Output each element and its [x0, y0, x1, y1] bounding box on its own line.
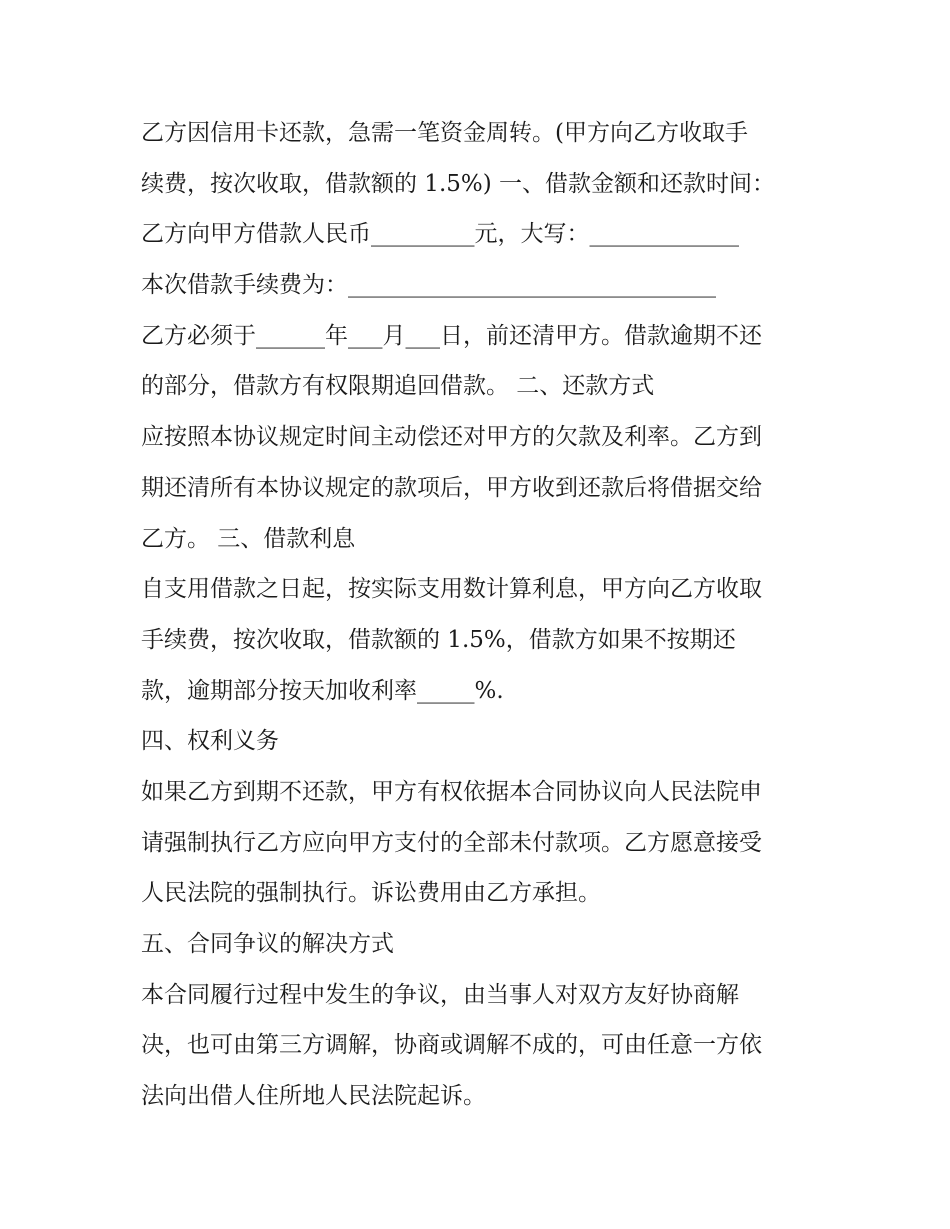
- body-line: 款，逾期部分按天加收利率_____%.: [141, 677, 504, 704]
- body-line: 应按照本协议规定时间主动偿还对甲方的欠款及利率。乙方到: [141, 424, 762, 451]
- body-line: 的部分，借款方有权限期追回借款。 二、还款方式: [141, 373, 655, 400]
- body-line: 期还清所有本协议规定的款项后，甲方收到还款后将借据交给: [141, 474, 762, 501]
- body-line: 续费，按次收取，借款额的 1.5%) 一、借款金额和还款时间：: [141, 170, 776, 197]
- body-line: 请强制执行乙方应向甲方支付的全部未付款项。乙方愿意接受: [141, 829, 762, 856]
- body-line: 法向出借人住所地人民法院起诉。: [141, 1083, 486, 1110]
- body-line: 决，也可由第三方调解，协商或调解不成的，可由任意一方依: [141, 1032, 762, 1059]
- body-line: 本次借款手续费为：________________________________: [141, 272, 716, 299]
- body-line: 乙方因信用卡还款，急需一笔资金周转。(甲方向乙方收取手: [141, 120, 748, 146]
- body-line: 自支用借款之日起，按实际支用数计算利息，甲方向乙方收取: [141, 576, 762, 603]
- body-line: 乙方向甲方借款人民币_________元，大写：_____________: [141, 221, 739, 248]
- body-line: 乙方必须于______年___月___日，前还清甲方。借款逾期不还: [141, 322, 762, 349]
- section-heading: 五、合同争议的解决方式: [141, 931, 394, 957]
- document-body: [141, 108, 821, 1122]
- body-line: 如果乙方到期不还款，甲方有权依据本合同协议向人民法院申: [141, 778, 762, 805]
- body-line: 乙方。 三、借款利息: [141, 525, 356, 552]
- body-line: 手续费，按次收取，借款额的 1.5%，借款方如果不按期还: [141, 626, 736, 653]
- body-line: 人民法院的强制执行。诉讼费用由乙方承担。: [141, 880, 601, 907]
- section-heading: 四、权利义务: [141, 728, 279, 755]
- body-line: 本合同履行过程中发生的争议，由当事人对双方友好协商解: [141, 981, 739, 1008]
